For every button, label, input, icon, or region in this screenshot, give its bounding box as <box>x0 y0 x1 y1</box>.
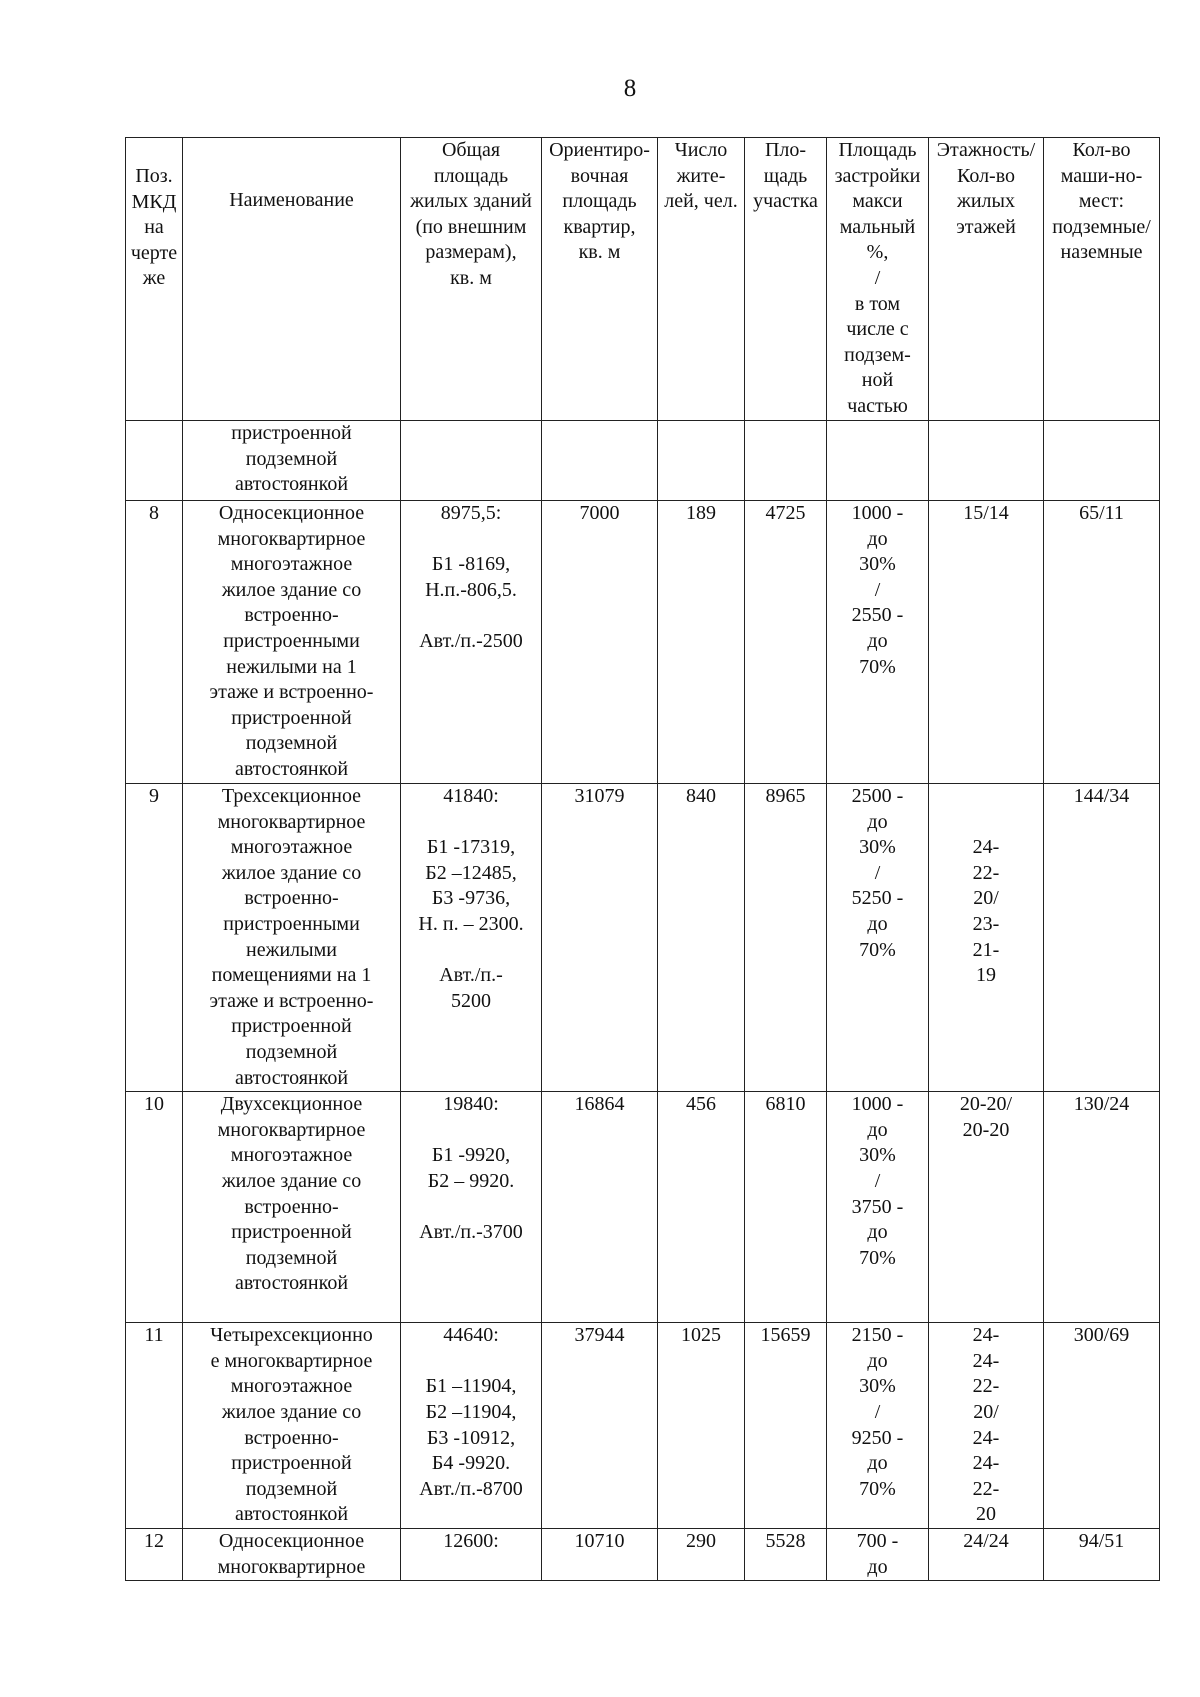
plot-area-cell <box>745 421 827 501</box>
parking-text: 300/69 <box>1073 1324 1130 1347</box>
built-area-cell <box>827 1529 929 1581</box>
apartments-area-cell <box>542 1092 658 1323</box>
residents-text: 290 <box>686 1530 716 1553</box>
residents-text: 456 <box>686 1093 716 1116</box>
parking-text: 130/24 <box>1073 1093 1130 1116</box>
header-pos-cell <box>126 138 183 421</box>
header-total-area: Общая площадь жилых зданий (по внешним размерам), кв. м <box>410 139 532 289</box>
total-area-cell <box>401 1529 542 1581</box>
residents-text: 840 <box>686 785 716 807</box>
floors-cell <box>929 1092 1044 1323</box>
total-area-cell <box>401 421 542 501</box>
total-area-cell <box>401 784 542 1092</box>
pos-text: 12 <box>144 1530 164 1553</box>
total-area-text: 19840: Б1 -9920, Б2 – 9920. Авт./п.-3700 <box>419 1093 523 1244</box>
header-parking-cell <box>1044 138 1160 421</box>
plot-area-text: 6810 <box>765 1093 806 1116</box>
header-name: Наименование <box>229 189 354 211</box>
residents-cell <box>658 784 745 1092</box>
name-cell <box>183 1529 401 1581</box>
header-total-area-cell <box>401 138 542 421</box>
total-area-text: 12600: <box>443 1530 499 1553</box>
plot-area-text: 4725 <box>765 502 806 524</box>
name-cell <box>183 421 401 501</box>
name-text: Односекционное многоквартирное многоэтажное жилое здание со встроенно- пристроенными нежилыми на 1 этаже и встроенно- пристроенной подземной автостоянкой <box>209 502 374 780</box>
total-area-cell <box>401 501 542 784</box>
table-row <box>126 1092 1160 1323</box>
parking-cell <box>1044 1529 1160 1581</box>
apartments-area-cell <box>542 1323 658 1529</box>
total-area-text: 44640: Б1 –11904, Б2 –11904, Б3 -10912, Б4 -9920. Авт./п.-8700 <box>419 1324 523 1500</box>
pos-cell <box>126 501 183 784</box>
parking-text: 94/51 <box>1078 1530 1125 1553</box>
total-area-cell <box>401 1323 542 1529</box>
header-apartments-area-cell <box>542 138 658 421</box>
plot-area-text: 5528 <box>765 1530 806 1553</box>
header-apartments-area: Ориентиро- вочная площадь квартир, кв. м <box>549 139 650 264</box>
floors-text: 24- 24- 22- 20/ 24- 24- 22- 20 <box>972 1324 1000 1526</box>
plot-area-cell <box>745 501 827 784</box>
pos-cell <box>126 1092 183 1323</box>
floors-text: 15/14 <box>963 502 1009 524</box>
built-area-text: 2150 - до 30% / 9250 - до 70% <box>851 1324 904 1500</box>
header-floors: Этажность/ Кол-во жилых этажей <box>936 139 1036 238</box>
pos-cell <box>126 1323 183 1529</box>
parking-cell <box>1044 784 1160 1092</box>
apartments-area-cell <box>542 1529 658 1581</box>
parking-cell <box>1044 421 1160 501</box>
apartments-area-text: 10710 <box>574 1530 625 1553</box>
plot-area-text: 15659 <box>760 1324 811 1347</box>
floors-cell <box>929 501 1044 784</box>
header-plot-area-cell <box>745 138 827 421</box>
header-residents-cell <box>658 138 745 421</box>
residents-cell <box>658 501 745 784</box>
built-area-text: 2500 - до 30% / 5250 - до 70% <box>851 785 904 961</box>
parking-cell <box>1044 501 1160 784</box>
pos-cell <box>126 421 183 501</box>
header-floors-cell <box>929 138 1044 421</box>
residents-text: 1025 <box>681 1324 721 1347</box>
header-row <box>126 138 1160 421</box>
name-cell <box>183 1092 401 1323</box>
apartments-area-cell <box>542 501 658 784</box>
apartments-area-cell <box>542 784 658 1092</box>
name-text: Четырехсекционно е многоквартирное многоэтажное жилое здание со встроенно- пристроенной подземной автостоянкой <box>210 1324 373 1526</box>
built-area-text: 1000 - до 30% / 3750 - до 70% <box>851 1093 904 1269</box>
header-pos: Поз. МКД на черте же <box>130 165 178 290</box>
header-built-area-cell <box>827 138 929 421</box>
plot-area-cell <box>745 1323 827 1529</box>
floors-cell <box>929 1323 1044 1529</box>
name-cell <box>183 784 401 1092</box>
pos-text: 11 <box>144 1324 164 1347</box>
table-row <box>126 784 1160 1092</box>
pos-text: 9 <box>149 785 159 807</box>
name-text: Трехсекционное многоквартирное многоэтажное жилое здание со встроенно- пристроенными нежилыми помещениями на 1 этаже и встроенно- пристроенной подземной автостоянкой <box>209 785 374 1089</box>
header-name-cell <box>183 138 401 421</box>
apartments-area-text: 7000 <box>579 502 620 524</box>
floors-cell <box>929 421 1044 501</box>
total-area-cell <box>401 1092 542 1323</box>
parking-text: 65/11 <box>1079 502 1124 524</box>
residents-cell <box>658 1092 745 1323</box>
residents-cell <box>658 1323 745 1529</box>
total-area-text: 8975,5: Б1 -8169, Н.п.-806,5. Авт./п.-2500 <box>419 502 523 652</box>
pos-text: 8 <box>149 502 159 524</box>
header-residents: Число жите- лей, чел. <box>664 139 738 213</box>
plot-area-text: 8965 <box>765 785 806 807</box>
floors-text: 24- 22- 20/ 23- 21- 19 <box>972 836 1000 987</box>
residents-cell <box>658 1529 745 1581</box>
name-cell <box>183 1323 401 1529</box>
built-area-cell <box>827 784 929 1092</box>
built-area-cell <box>827 1092 929 1323</box>
table-row <box>126 1323 1160 1529</box>
name-text: пристроенной подземной автостоянкой <box>231 422 352 496</box>
parking-text: 144/34 <box>1073 785 1130 807</box>
page-number: 8 <box>623 75 637 102</box>
built-area-cell <box>827 1323 929 1529</box>
plot-area-cell <box>745 1092 827 1323</box>
pos-cell <box>126 784 183 1092</box>
built-area-cell <box>827 501 929 784</box>
total-area-text: 41840: Б1 -17319, Б2 –12485, Б3 -9736, Н. п. – 2300. Авт./п.- 5200 <box>418 785 524 1012</box>
name-cell <box>183 501 401 784</box>
built-area-cell <box>827 421 929 501</box>
floors-text: 24/24 <box>963 1530 1009 1553</box>
residents-text: 189 <box>686 502 716 524</box>
plot-area-cell <box>745 784 827 1092</box>
table-row <box>126 421 1160 501</box>
table-row <box>126 501 1160 784</box>
pos-cell <box>126 1529 183 1581</box>
floors-cell <box>929 784 1044 1092</box>
apartments-area-cell <box>542 421 658 501</box>
floors-text: 20-20/ 20-20 <box>959 1093 1013 1141</box>
name-text: Двухсекционное многоквартирное многоэтажное жилое здание со встроенно- пристроенной подземной автостоянкой <box>217 1093 366 1295</box>
plot-area-cell <box>745 1529 827 1581</box>
name-text: Односекционное многоквартирное <box>217 1530 366 1578</box>
parking-cell <box>1044 1092 1160 1323</box>
header-parking: Кол-во маши-но- мест: подземные/ наземные <box>1052 139 1151 264</box>
header-built-area: Площадь застройки макси мальный %, / в том числе с подзем- ной частью <box>834 139 921 417</box>
building-table <box>125 137 1160 1581</box>
built-area-text: 700 - до <box>856 1530 899 1578</box>
apartments-area-text: 37944 <box>574 1324 625 1347</box>
residents-cell <box>658 421 745 501</box>
built-area-text: 1000 - до 30% / 2550 - до 70% <box>851 502 904 678</box>
apartments-area-text: 31079 <box>574 785 625 807</box>
pos-text: 10 <box>144 1093 164 1116</box>
floors-cell <box>929 1529 1044 1581</box>
header-plot-area: Пло- щадь участка <box>753 139 818 213</box>
table-row <box>126 1529 1160 1581</box>
parking-cell <box>1044 1323 1160 1529</box>
apartments-area-text: 16864 <box>574 1093 625 1116</box>
